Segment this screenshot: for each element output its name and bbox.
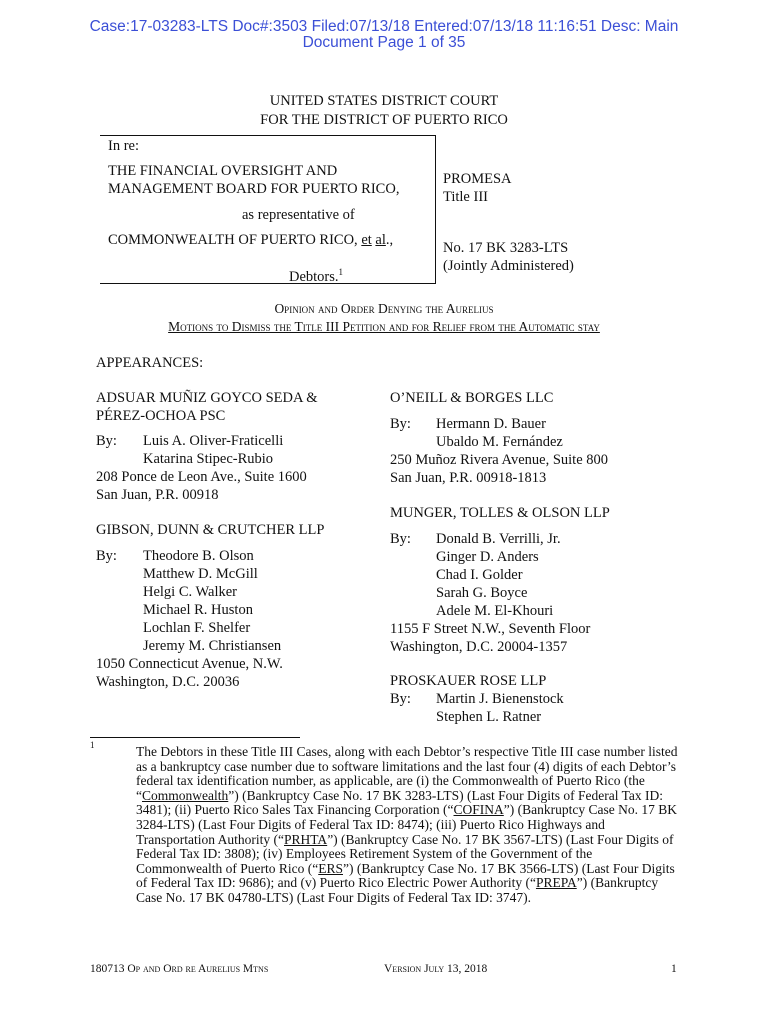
footnote-marker: 1 [90,740,95,750]
appearances-heading: APPEARANCES: [96,355,204,371]
left-firm-2-attorney: Jeremy M. Christiansen [143,638,282,654]
caption-top-rule [100,135,436,136]
left-firm-1-attorney: Katarina Stipec-Rubio [143,451,274,467]
left-firm-2-by: By: [96,548,117,564]
right-firm-2-address: 1155 F Street N.W., Seventh Floor [390,621,591,637]
right-firm-3-name: PROSKAUER ROSE LLP [390,673,547,689]
filing-stamp-line-1: Case:17-03283-LTS Doc#:3503 Filed:07/13/18 Entered:07/13/18 11:16:51 Desc: Main [89,18,679,35]
debtor-name-line-2: MANAGEMENT BOARD FOR PUERTO RICO, [108,181,400,197]
right-firm-2-city: Washington, D.C. 20004-1357 [390,639,568,655]
right-firm-2-attorney: Ginger D. Anders [436,549,539,565]
caption-divider [435,135,436,283]
left-firm-2-attorney: Matthew D. McGill [143,566,258,582]
left-firm-2-attorney: Theodore B. Olson [143,548,254,564]
left-firm-2-attorney: Lochlan F. Shelfer [143,620,251,636]
as-representative-label: as representative of [242,207,355,223]
right-firm-2-name: MUNGER, TOLLES & OLSON LLP [390,505,610,521]
debtors-label: Debtors.$^1$ [289,267,344,285]
right-firm-3-attorney: Stephen L. Ratner [436,709,542,725]
opinion-title-line-2: Motions to Dismiss the Title III Petition and for Relief from the Automatic stay [168,319,600,334]
case-number: No. 17 BK 3283-LTS [443,240,569,256]
right-firm-1-attorney: Hermann D. Bauer [436,416,546,432]
opinion-title-line-1: Opinion and Order Denying the Aurelius [274,301,494,316]
right-firm-2-attorney: Donald B. Verrilli, Jr. [436,531,561,547]
debtor-name-line-1: THE FINANCIAL OVERSIGHT AND [108,163,338,179]
left-firm-2-city: Washington, D.C. 20036 [96,674,240,690]
left-firm-1-city: San Juan, P.R. 00918 [96,487,219,503]
court-name: UNITED STATES DISTRICT COURT [269,93,499,109]
right-firm-1-attorney: Ubaldo M. Fernández [436,434,563,450]
title-iii-label: Title III [443,189,488,205]
in-re-label: In re: [108,138,139,154]
left-firm-2-attorney: Helgi C. Walker [143,584,238,600]
court-district: FOR THE DISTRICT OF PUERTO RICO [260,112,508,128]
footer-page-number: 1 [671,963,677,975]
right-firm-1-address: 250 Muñoz Rivera Avenue, Suite 800 [390,452,609,468]
right-firm-3-attorney: Martin J. Bienenstock [436,691,564,707]
right-firm-1-by: By: [390,416,411,432]
footer-version: Version July 13, 2018 [384,963,488,975]
left-firm-2-name: GIBSON, DUNN & CRUTCHER LLP [96,522,325,538]
left-firm-1-line-1: ADSUAR MUÑIZ GOYCO SEDA & [96,390,318,406]
left-firm-1-attorney: Luis A. Oliver-Fraticelli [143,433,284,449]
left-firm-2-address: 1050 Connecticut Avenue, N.W. [96,656,283,672]
right-firm-1-name: O’NEILL & BORGES LLC [390,390,554,406]
caption-bottom-rule [100,283,436,284]
right-firm-2-attorney: Chad I. Golder [436,567,523,583]
jointly-administered: (Jointly Administered) [443,258,574,274]
right-firm-2-attorney: Sarah G. Boyce [436,585,528,601]
right-firm-1-city: San Juan, P.R. 00918-1813 [390,470,547,486]
footnote-text: The Debtors in these Title III Cases, along with each Debtor’s respective Title III case number listed as a bankruptcy case number due to software limitations and the last four (4) digits of each Debtor’s federal tax identification number, as applicable, are (i) the Commonwealth of Puerto Rico (the “Commonwealth”) (Bankruptcy Case No. 17 BK 3283-LTS) (Last Four Digits of Federal Tax ID: 3481); (ii) Puerto Rico Sales Tax Financing Corporation (“COFINA”) (Bankruptcy Case No. 17 BK 3284-LTS) (Last Four Digits of Federal Tax ID: 8474); (iii) Puerto Rico Highways and Transportation Authority (“PRHTA”) (Bankruptcy Case No. 17 BK 3567-LTS) (Last Four Digits of Federal Tax ID: 3808); (iv) Employees Retirement System of the Government of the Commonwealth of Puerto Rico (“ERS”) (Bankruptcy Case No. 17 BK 3566-LTS) (Last Four Digits of Federal Tax ID: 9686); and (v) Puerto Rico Electric Power Authority (“PREPA”) (Bankruptcy Case No. 17 BK 04780-LTS) (Last Four Digits of Federal Tax ID: 3747). [136,744,678,905]
filing-stamp-line-2: Document Page 1 of 35 [302,34,466,51]
left-firm-2-attorney: Michael R. Huston [143,602,253,618]
footer-document-id: 180713 Op and Ord re Aurelius Mtns [90,963,269,975]
left-firm-1-address: 208 Ponce de Leon Ave., Suite 1600 [96,469,307,485]
right-firm-2-attorney: Adele M. El-Khouri [436,603,554,619]
commonwealth-party: COMMONWEALTH OF PUERTO RICO, et al., [108,232,394,248]
left-firm-1-by: By: [96,433,117,449]
left-firm-1-line-2: PÉREZ-OCHOA PSC [96,408,226,424]
right-firm-2-by: By: [390,531,411,547]
right-firm-3-by: By: [390,691,411,707]
footnote-separator [90,737,300,738]
promesa-label: PROMESA [443,171,512,187]
